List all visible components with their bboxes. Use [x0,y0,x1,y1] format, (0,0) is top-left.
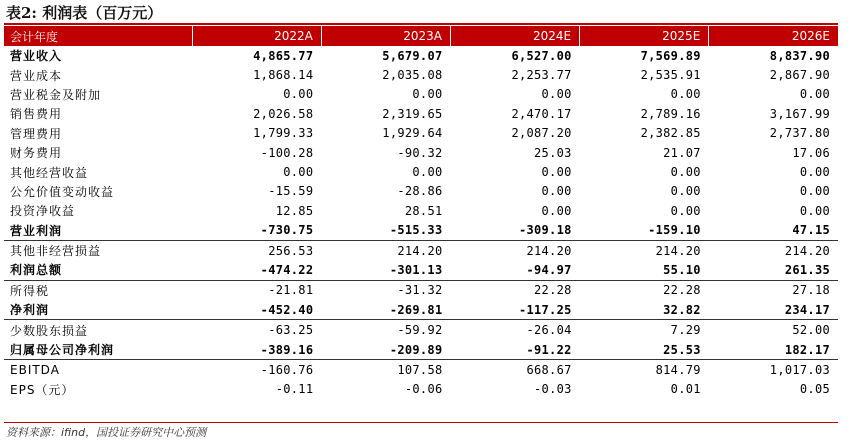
value-cell: -91.22 [451,340,580,360]
bottom-rule [4,422,838,423]
value-cell: 0.00 [283,87,314,102]
table-title: 表2: 利润表（百万元） [6,4,163,22]
value-cell: 2,087.20 [511,126,572,141]
value-cell: 3,167.99 [769,106,830,121]
value-cell: 261.35 [709,260,838,280]
table-row [4,280,838,300]
value-cell: -0.03 [534,382,572,397]
value-cell: -730.75 [192,221,321,241]
value-cell: -389.16 [192,340,321,360]
value-cell: 814.79 [655,362,701,377]
value-cell: 0.00 [541,165,572,180]
value-cell: 0.00 [670,184,701,199]
value-cell: 0.00 [799,87,830,102]
row-label: EBITDA [10,362,60,377]
table-row [4,221,838,241]
value-cell: 0.00 [541,203,572,218]
value-cell: 214.20 [784,243,830,258]
row-label: 销售费用 [10,107,63,122]
value-cell: 6,527.00 [511,48,572,63]
value-cell: 2,382.85 [640,126,701,141]
value-cell: -160.76 [260,362,314,377]
value-cell: 22.28 [534,283,572,298]
value-cell: 214.20 [397,243,443,258]
table-row [4,85,838,104]
value-cell: 0.00 [541,87,572,102]
table-row [4,143,838,162]
value-cell: -474.22 [192,260,321,280]
value-cell: 0.01 [670,382,701,397]
table-row [4,260,838,280]
row-label: 财务费用 [10,146,63,161]
value-cell: 0.00 [412,165,443,180]
value-cell: -301.13 [321,260,450,280]
value-cell: 107.58 [397,362,443,377]
value-cell: 22.28 [663,283,701,298]
row-label: 利润总额 [4,260,192,280]
row-label: 营业收入 [10,49,63,64]
value-cell: 1,868.14 [253,68,314,83]
value-cell: -309.18 [451,221,580,241]
value-cell: 55.10 [580,260,709,280]
value-cell: -100.28 [260,145,314,160]
row-label: 少数股东损益 [10,323,89,338]
value-cell: 2,470.17 [511,106,572,121]
row-label: 所得税 [10,283,50,298]
value-cell: 28.51 [404,203,443,218]
row-label: 营业成本 [10,68,63,83]
column-header: 2026E [709,26,838,46]
value-cell: 0.00 [670,165,701,180]
value-cell: 0.00 [412,87,443,102]
value-cell: -59.92 [397,323,443,338]
value-cell: 2,737.80 [769,126,830,141]
source-note: 资料来源：ifind，国投证券研究中心预测 [6,426,207,439]
value-cell: -117.25 [451,300,580,320]
value-cell: 52.00 [792,323,830,338]
value-cell: -269.81 [321,300,450,320]
row-label: 管理费用 [10,126,63,141]
value-cell: 12.85 [275,203,314,218]
value-cell: -0.11 [275,382,314,397]
value-cell: -515.33 [321,221,450,241]
value-cell: -31.32 [397,283,443,298]
value-cell: 21.07 [663,145,701,160]
value-cell: 668.67 [526,362,572,377]
value-cell: 32.82 [580,300,709,320]
row-label: 营业利润 [4,221,192,241]
title-rule [4,23,838,25]
row-label: 净利润 [4,300,192,320]
value-cell: 17.06 [792,145,830,160]
table-row [4,340,838,360]
value-cell: -15.59 [268,184,314,199]
table-row [4,65,838,84]
value-cell: 2,535.91 [640,68,701,83]
value-cell: 2,253.77 [511,68,572,83]
table-row [4,182,838,201]
row-label: 公允价值变动收益 [10,184,115,199]
row-label: 其他非经营损益 [10,244,102,259]
value-cell: 0.00 [799,203,830,218]
column-header: 2022A [192,26,321,46]
column-header: 2023A [321,26,450,46]
value-cell: 1,929.64 [382,126,443,141]
income-statement-table [4,26,838,399]
value-cell: 25.03 [534,145,572,160]
value-cell: 2,035.08 [382,68,443,83]
value-cell: -159.10 [580,221,709,241]
table-row [4,360,838,380]
value-cell: -28.86 [397,184,443,199]
table-row [4,124,838,143]
value-cell: -452.40 [192,300,321,320]
value-cell: 47.15 [709,221,838,241]
value-cell: 1,799.33 [253,126,314,141]
header-row [4,26,838,46]
column-header: 2024E [451,26,580,46]
value-cell: 0.00 [283,165,314,180]
row-label: 其他经营收益 [10,165,89,180]
table-row [4,46,838,65]
table-row [4,162,838,181]
value-cell: -0.06 [404,382,443,397]
value-cell: 0.00 [799,165,830,180]
value-cell: 2,319.65 [382,106,443,121]
value-cell: 0.00 [541,184,572,199]
column-header: 会计年度 [4,26,192,46]
value-cell: 1,017.03 [769,362,830,377]
value-cell: 182.17 [709,340,838,360]
value-cell: 8,837.90 [769,48,830,63]
value-cell: 0.00 [799,184,830,199]
value-cell: -90.32 [397,145,443,160]
table-row [4,380,838,399]
value-cell: -209.89 [321,340,450,360]
value-cell: -63.25 [268,323,314,338]
value-cell: -21.81 [268,283,314,298]
value-cell: 0.05 [799,382,830,397]
table-row [4,300,838,320]
value-cell: 214.20 [526,243,572,258]
column-header: 2025E [580,26,709,46]
value-cell: 2,789.16 [640,106,701,121]
value-cell: -26.04 [526,323,572,338]
value-cell: 7,569.89 [640,48,701,63]
value-cell: 2,026.58 [253,106,314,121]
row-label: 归属母公司净利润 [4,340,192,360]
value-cell: 7.29 [670,323,701,338]
row-label: 投资净收益 [10,204,76,219]
value-cell: 214.20 [655,243,701,258]
value-cell: 4,865.77 [253,48,314,63]
table-row [4,240,838,260]
value-cell: 0.00 [670,203,701,218]
table-row [4,320,838,340]
value-cell: 25.53 [580,340,709,360]
table-row [4,201,838,220]
table-row [4,104,838,123]
value-cell: 5,679.07 [382,48,443,63]
value-cell: 2,867.90 [769,68,830,83]
value-cell: 256.53 [268,243,314,258]
value-cell: 234.17 [709,300,838,320]
value-cell: -94.97 [451,260,580,280]
row-label: 营业税金及附加 [10,87,102,102]
row-label: EPS（元） [10,382,75,397]
value-cell: 0.00 [670,87,701,102]
value-cell: 27.18 [792,283,830,298]
